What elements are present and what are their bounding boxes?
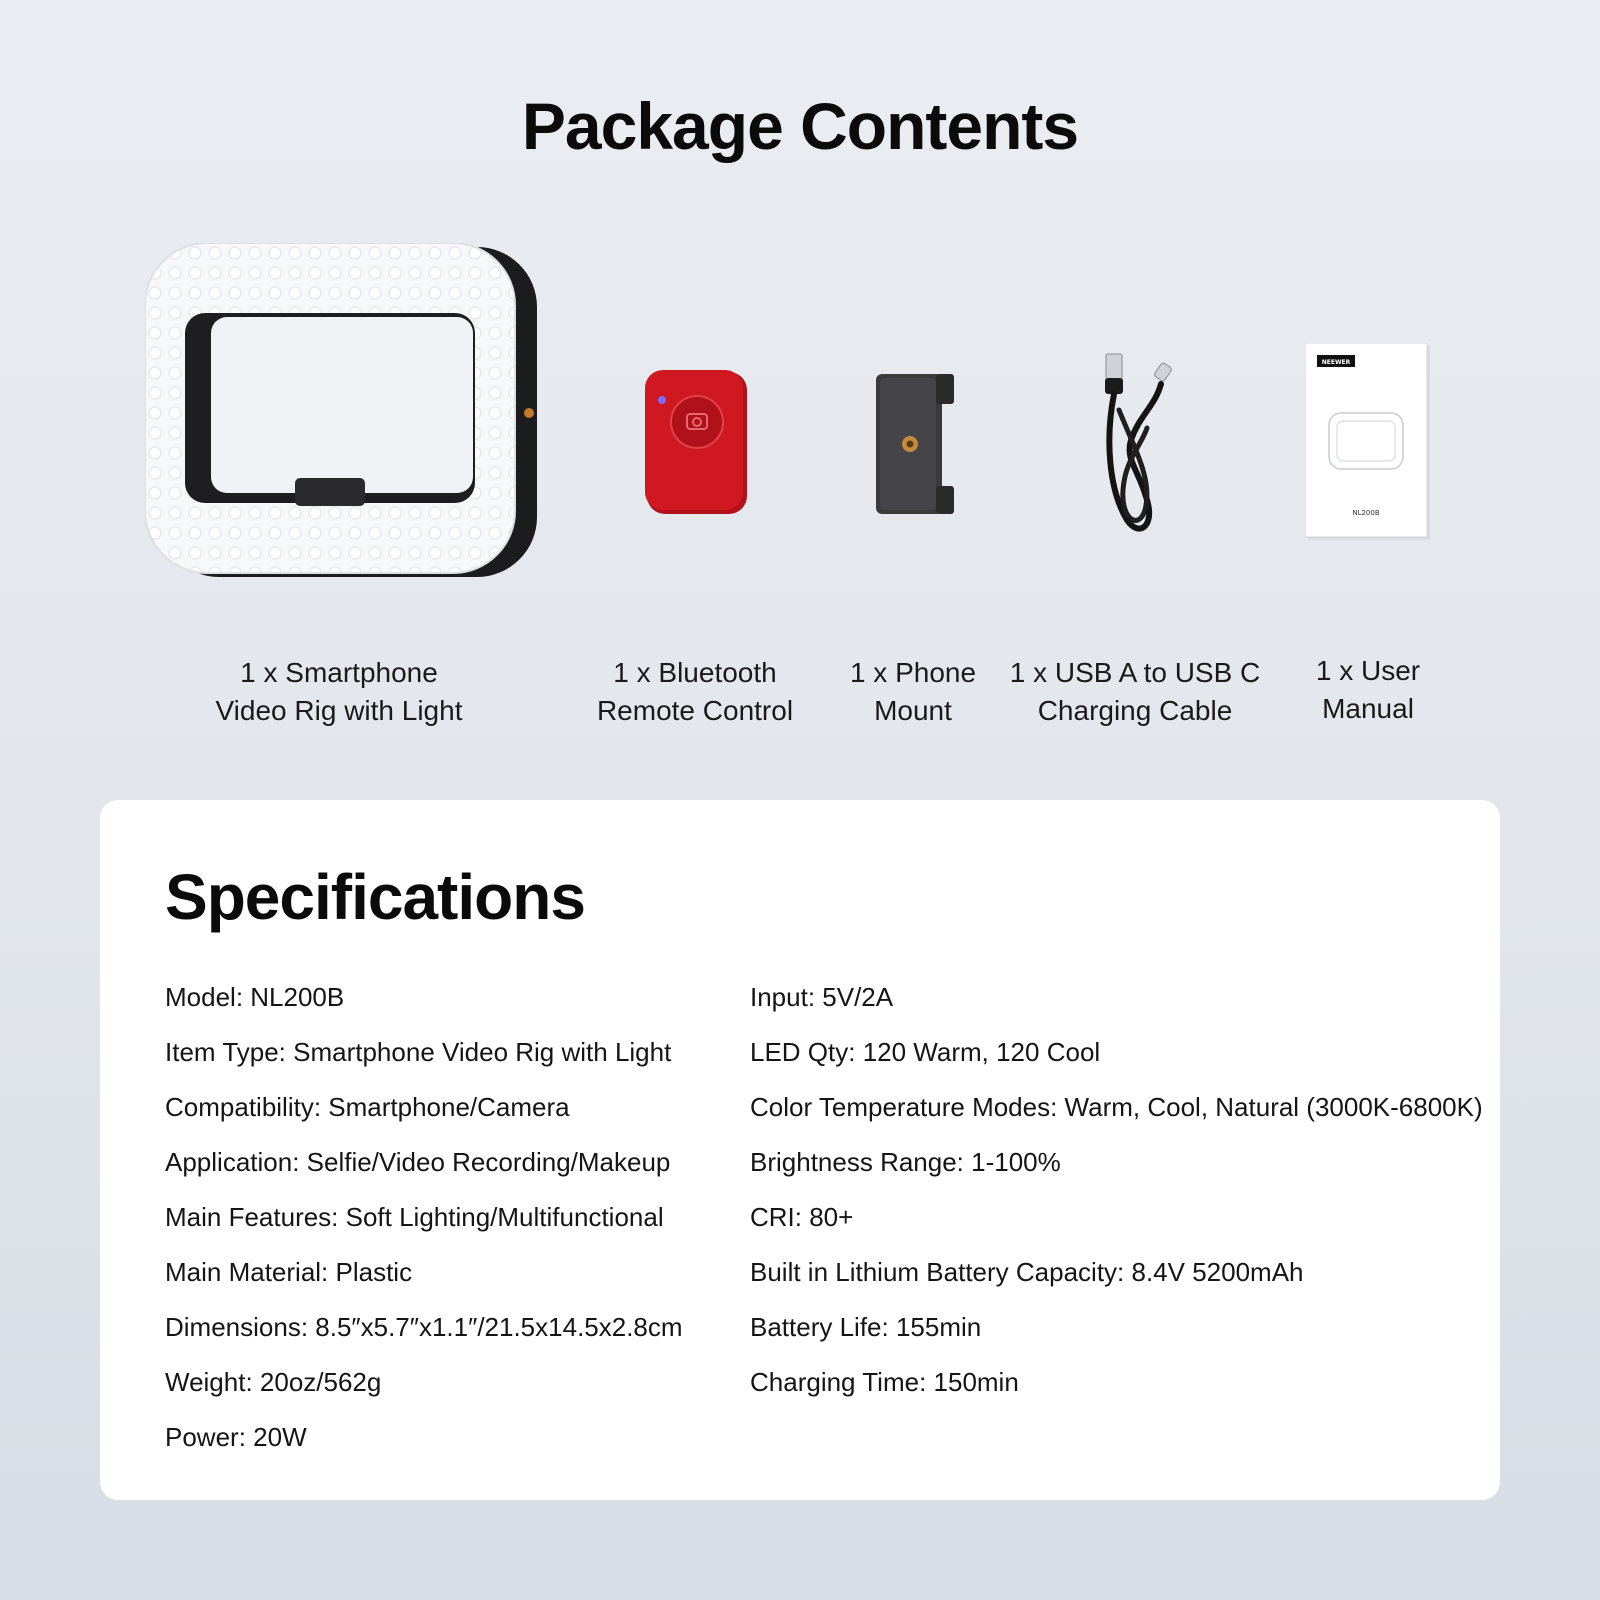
spec-row: Battery Life: 155min	[750, 1312, 982, 1342]
spec-column-right	[750, 970, 1483, 1410]
ring-light-icon	[145, 243, 540, 588]
spec-row: Charging Time: 150min	[750, 1367, 1019, 1397]
item-label-remote: 1 x Bluetooth Remote Control	[596, 657, 794, 726]
usb-cable-icon	[1095, 350, 1195, 540]
item-label-mount: 1 x Phone Mount	[849, 657, 977, 726]
spec-column-left	[165, 970, 683, 1465]
spec-row: Compatibility: Smartphone/Camera	[165, 1092, 570, 1122]
item-label-cable: 1 x USB A to USB C Charging Cable	[1009, 657, 1261, 726]
specifications-title: Specifications	[165, 861, 585, 933]
spec-row: CRI: 80+	[750, 1202, 854, 1232]
spec-row: Item Type: Smartphone Video Rig with Light	[165, 1037, 672, 1067]
spec-row: Brightness Range: 1-100%	[750, 1147, 1061, 1177]
spec-row: LED Qty: 120 Warm, 120 Cool	[750, 1037, 1101, 1067]
svg-text:NL200B: NL200B	[1352, 509, 1380, 517]
spec-row: Color Temperature Modes: Warm, Cool, Natural (3000K-6800K)	[750, 1092, 1483, 1122]
svg-text:NEEWER: NEEWER	[1321, 359, 1351, 366]
spec-row: Built in Lithium Battery Capacity: 8.4V 5200mAh	[750, 1257, 1304, 1287]
spec-row: Dimensions: 8.5″x5.7″x1.1″/21.5x14.5x2.8cm	[165, 1312, 683, 1342]
page-title: Package Contents	[521, 89, 1079, 163]
spec-row: Application: Selfie/Video Recording/Makeup	[165, 1147, 671, 1177]
spec-row: Weight: 20oz/562g	[165, 1367, 382, 1397]
specifications-card	[100, 800, 1500, 1500]
phone-mount-icon	[870, 370, 960, 518]
item-label-rig: 1 x Smartphone Video Rig with Light	[215, 657, 463, 726]
manual-icon	[1305, 343, 1433, 543]
spec-row: Power: 20W	[165, 1422, 307, 1452]
spec-row: Main Material: Plastic	[165, 1257, 413, 1287]
remote-icon	[645, 370, 755, 518]
spec-row: Model: NL200B	[165, 982, 345, 1012]
spec-row: Main Features: Soft Lighting/Multifunctional	[165, 1202, 664, 1232]
item-label-manual: 1 x User Manual	[1315, 655, 1421, 724]
spec-row: Input: 5V/2A	[750, 982, 894, 1012]
